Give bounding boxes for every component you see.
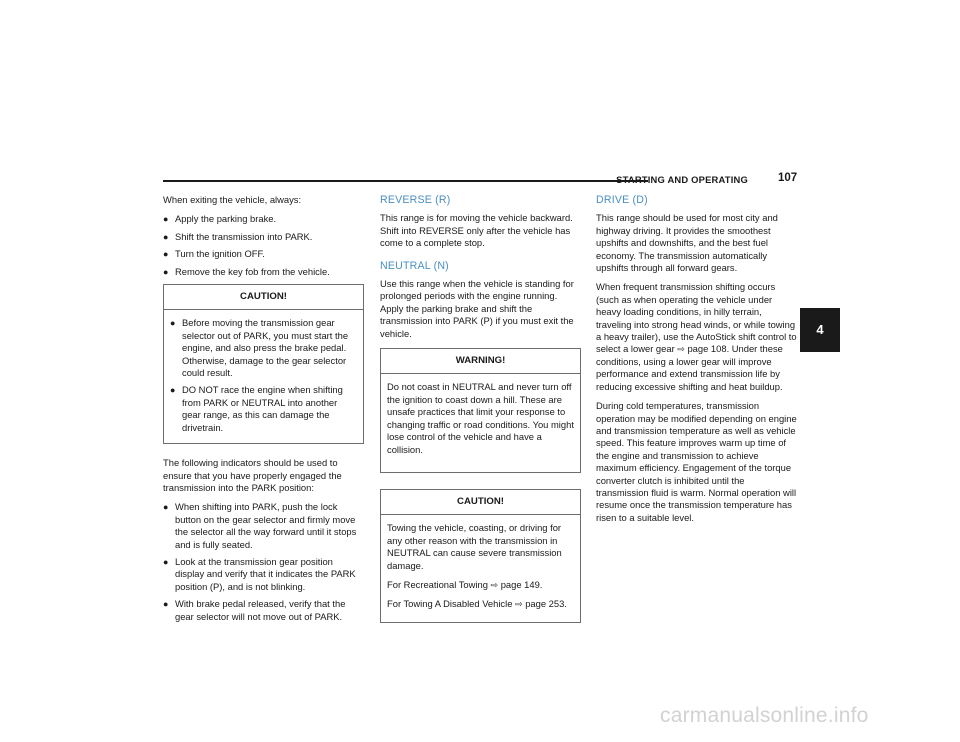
warning-title: WARNING!	[381, 349, 580, 374]
drive-text-1: This range should be used for most city and highway driving. It provides the smoothest upshifts and downshifts, and the best fuel economy. The transmission automatically upshifts through all forward gears.	[596, 212, 778, 274]
disabled-towing-ref: For Towing A Disabled Vehicle ⇨ page 253.	[387, 598, 567, 610]
page-reference-icon: ⇨	[490, 579, 499, 590]
caution-box-neutral	[380, 489, 581, 623]
watermark: carmanualsonline.info	[660, 704, 869, 727]
autostick-link[interactable]: page 108	[687, 343, 727, 355]
exit-intro: When exiting the vehicle, always:	[163, 194, 302, 205]
list-item: ● DO NOT race the engine when shifting from PARK or NEUTRAL into another gear range, as this can damage the drivetrain.	[170, 384, 343, 433]
column-2	[380, 194, 581, 631]
header-rule	[163, 180, 648, 182]
bullet-icon: ●	[163, 231, 169, 242]
page-reference-icon: ⇨	[677, 344, 685, 355]
page-reference-icon: ⇨	[515, 599, 523, 610]
recreational-towing-link[interactable]: page 149.	[500, 578, 543, 590]
drive-text-2: When frequent transmission shifting occurs (such as when operating the vehicle under heavy loading conditions, in hilly terrain, traveling into strong head winds, or while towing a heavy trailer), use the AutoStick shift control to select a lower gear ⇨ page 108. Under these conditions, using a lower gear will improve performance and extend transmission life by reducing excessive shifting and heat buildup.	[596, 281, 797, 392]
bullet-icon: ●	[163, 599, 169, 610]
bullet-icon: ●	[163, 214, 169, 225]
column-1	[163, 194, 364, 628]
caution-title: CAUTION!	[164, 285, 363, 310]
bullet-icon: ●	[170, 318, 176, 329]
disabled-towing-link[interactable]: page 253.	[525, 598, 567, 610]
bullet-icon: ●	[163, 266, 169, 277]
list-item: ● Before moving the transmission gear selector out of PARK, you must start the engine, and also press the brake pedal. Otherwise, damage to the gear selector could result.	[170, 317, 349, 379]
section-title: STARTING AND OPERATING	[616, 174, 748, 185]
caution-box-park	[163, 284, 364, 444]
exit-steps-list	[163, 213, 364, 278]
list-item: ● Look at the transmission gear position display and verify that it indicates the PARK position (P), and is not blinking.	[163, 555, 356, 592]
bullet-icon: ●	[163, 249, 169, 260]
list-item: ● With brake pedal released, verify that the gear selector will not move out of PARK.	[163, 598, 346, 622]
chapter-tab[interactable]: 4	[800, 308, 840, 352]
drive-heading: DRIVE (D)	[596, 194, 648, 206]
reverse-text: This range is for moving the vehicle backward. Shift into REVERSE only after the vehicle has come to a complete stop.	[380, 212, 573, 249]
list-item: ● Apply the parking brake.	[163, 213, 277, 225]
list-item: ● Turn the ignition OFF.	[163, 248, 265, 260]
drive-text-3: During cold temperatures, transmission operation may be modified depending on engine and transmission temperature as well as vehicle speed. This feature improves warm up time of the engine and transmission to achieve maximum efficiency. Engagement of the torque converter clutch is inhibited until the transmission fluid is warm. Normal operation will resume once the transmission temperature has risen to a suitable level.	[596, 400, 797, 523]
list-item: ● When shifting into PARK, push the lock button on the gear selector and firmly move the selector all the way forward until it stops and is fully seated.	[163, 501, 357, 550]
reverse-heading: REVERSE (R)	[380, 194, 451, 206]
list-item: ● Shift the transmission into PARK.	[163, 230, 313, 242]
bullet-icon: ●	[163, 556, 169, 567]
bullet-icon: ●	[163, 502, 169, 513]
bullet-icon: ●	[170, 385, 176, 396]
caution-text: Towing the vehicle, coasting, or driving for any other reason with the transmission in NEUTRAL can cause severe transmission damage.	[387, 522, 562, 571]
caution-title: CAUTION!	[381, 490, 580, 515]
neutral-text: Use this range when the vehicle is standing for prolonged periods with the engine running. Apply the parking brake and shift the transmission into PARK (P) if you must exit the vehicle.	[380, 278, 574, 339]
indicators-list	[163, 501, 364, 623]
warning-text: Do not coast in NEUTRAL and never turn off the ignition to coast down a hill. These are unsafe practices that limit your response to changing traffic or road conditions. You might lose control of the vehicle and have a collision.	[387, 381, 574, 455]
indicators-intro: The following indicators should be used to ensure that you have properly engaged the transmission into the PARK position:	[163, 457, 342, 493]
page-number: 107	[778, 172, 798, 184]
neutral-heading: NEUTRAL (N)	[380, 259, 449, 272]
list-item: ● Remove the key fob from the vehicle.	[163, 265, 330, 277]
warning-box	[380, 348, 581, 473]
column-3	[596, 194, 798, 531]
recreational-towing-ref: For Recreational Towing ⇨ page 149.	[387, 578, 543, 590]
